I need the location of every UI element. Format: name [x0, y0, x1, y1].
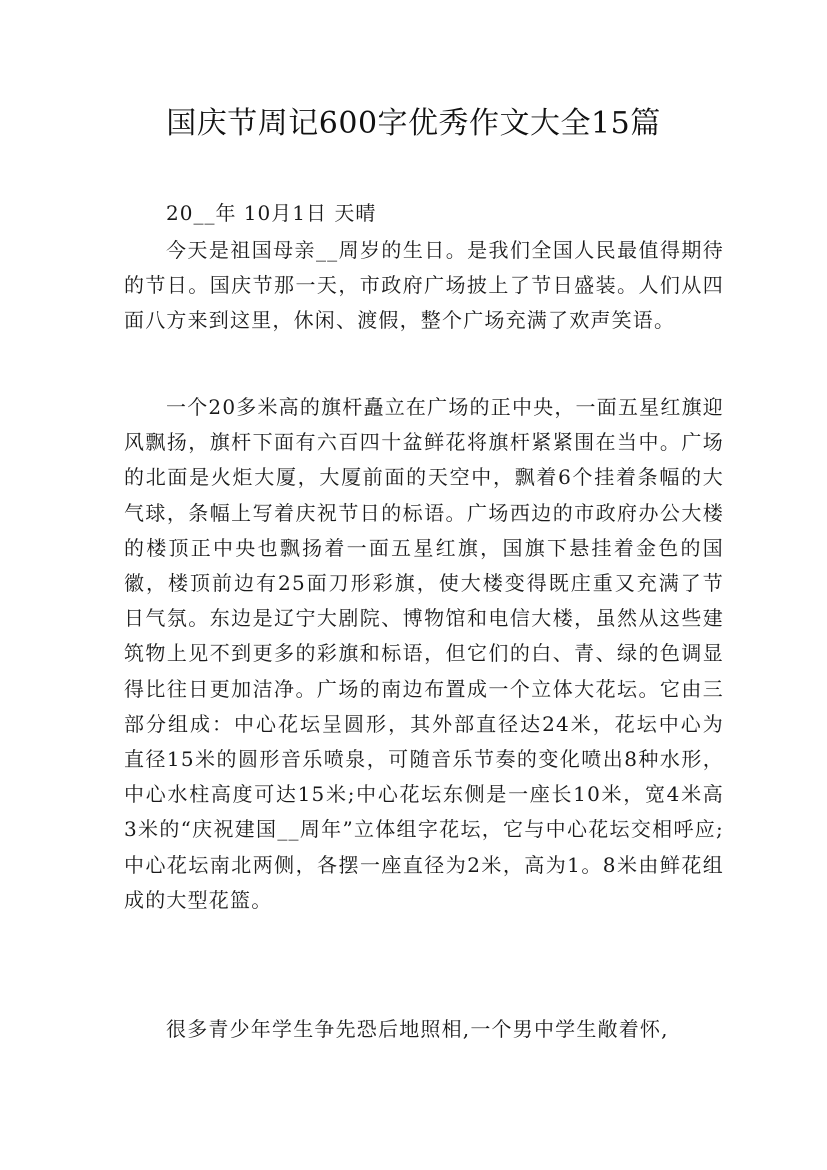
- paragraph-1: 今天是祖国母亲__周岁的生日。是我们全国人民最值得期待的节日。国庆节那一天，市政府广场披上了节日盛装。人们从四面八方来到这里，休闲、渡假，整个广场充满了欢声笑语。: [124, 238, 724, 333]
- paragraph-2: 一个20多米高的旗杆矗立在广场的正中央，一面五星红旗迎风飘扬，旗杆下面有六百四十盆鲜花将旗杆紧紧围在当中。广场的北面是火炬大厦，大厦前面的天空中，飘着6个挂着条幅的大气球，条幅上写着庆祝节日的标语。广场西边的市政府办公大楼的楼顶正中央也飘扬着一面五星红旗，国旗下悬挂着金色的国徽，楼顶前边有25面刀形彩旗，使大楼变得既庄重又充满了节日气氛。东边是辽宁大剧院、博物馆和电信大楼，虽然从这些建筑物上见不到更多的彩旗和标语，但它们的白、青、绿的色调显得比往日更加洁净。广场的南边布置成一个立体大花坛。它由三部分组成：中心花坛呈圆形，其外部直径达24米，花坛中心为直径15米的圆形音乐喷泉，可随音乐节奏的变化喷出8种水形，中心水柱高度可达15米;中心花坛东侧是一座长10米，宽4米高3米的“庆祝建国__周年”立体组字花坛，它与中心花坛交相呼应;中心花坛南北两侧，各摆一座直径为2米，高为1。8米由鲜花组成的大型花篮。: [124, 395, 724, 912]
- paragraph-3: 很多青少年学生争先恐后地照相,一个男中学生敞着怀,: [166, 1017, 669, 1041]
- document-title: 国庆节周记600字优秀作文大全15篇: [166, 106, 661, 141]
- date-weather-line: 20__年 10月1日 天晴: [166, 201, 377, 225]
